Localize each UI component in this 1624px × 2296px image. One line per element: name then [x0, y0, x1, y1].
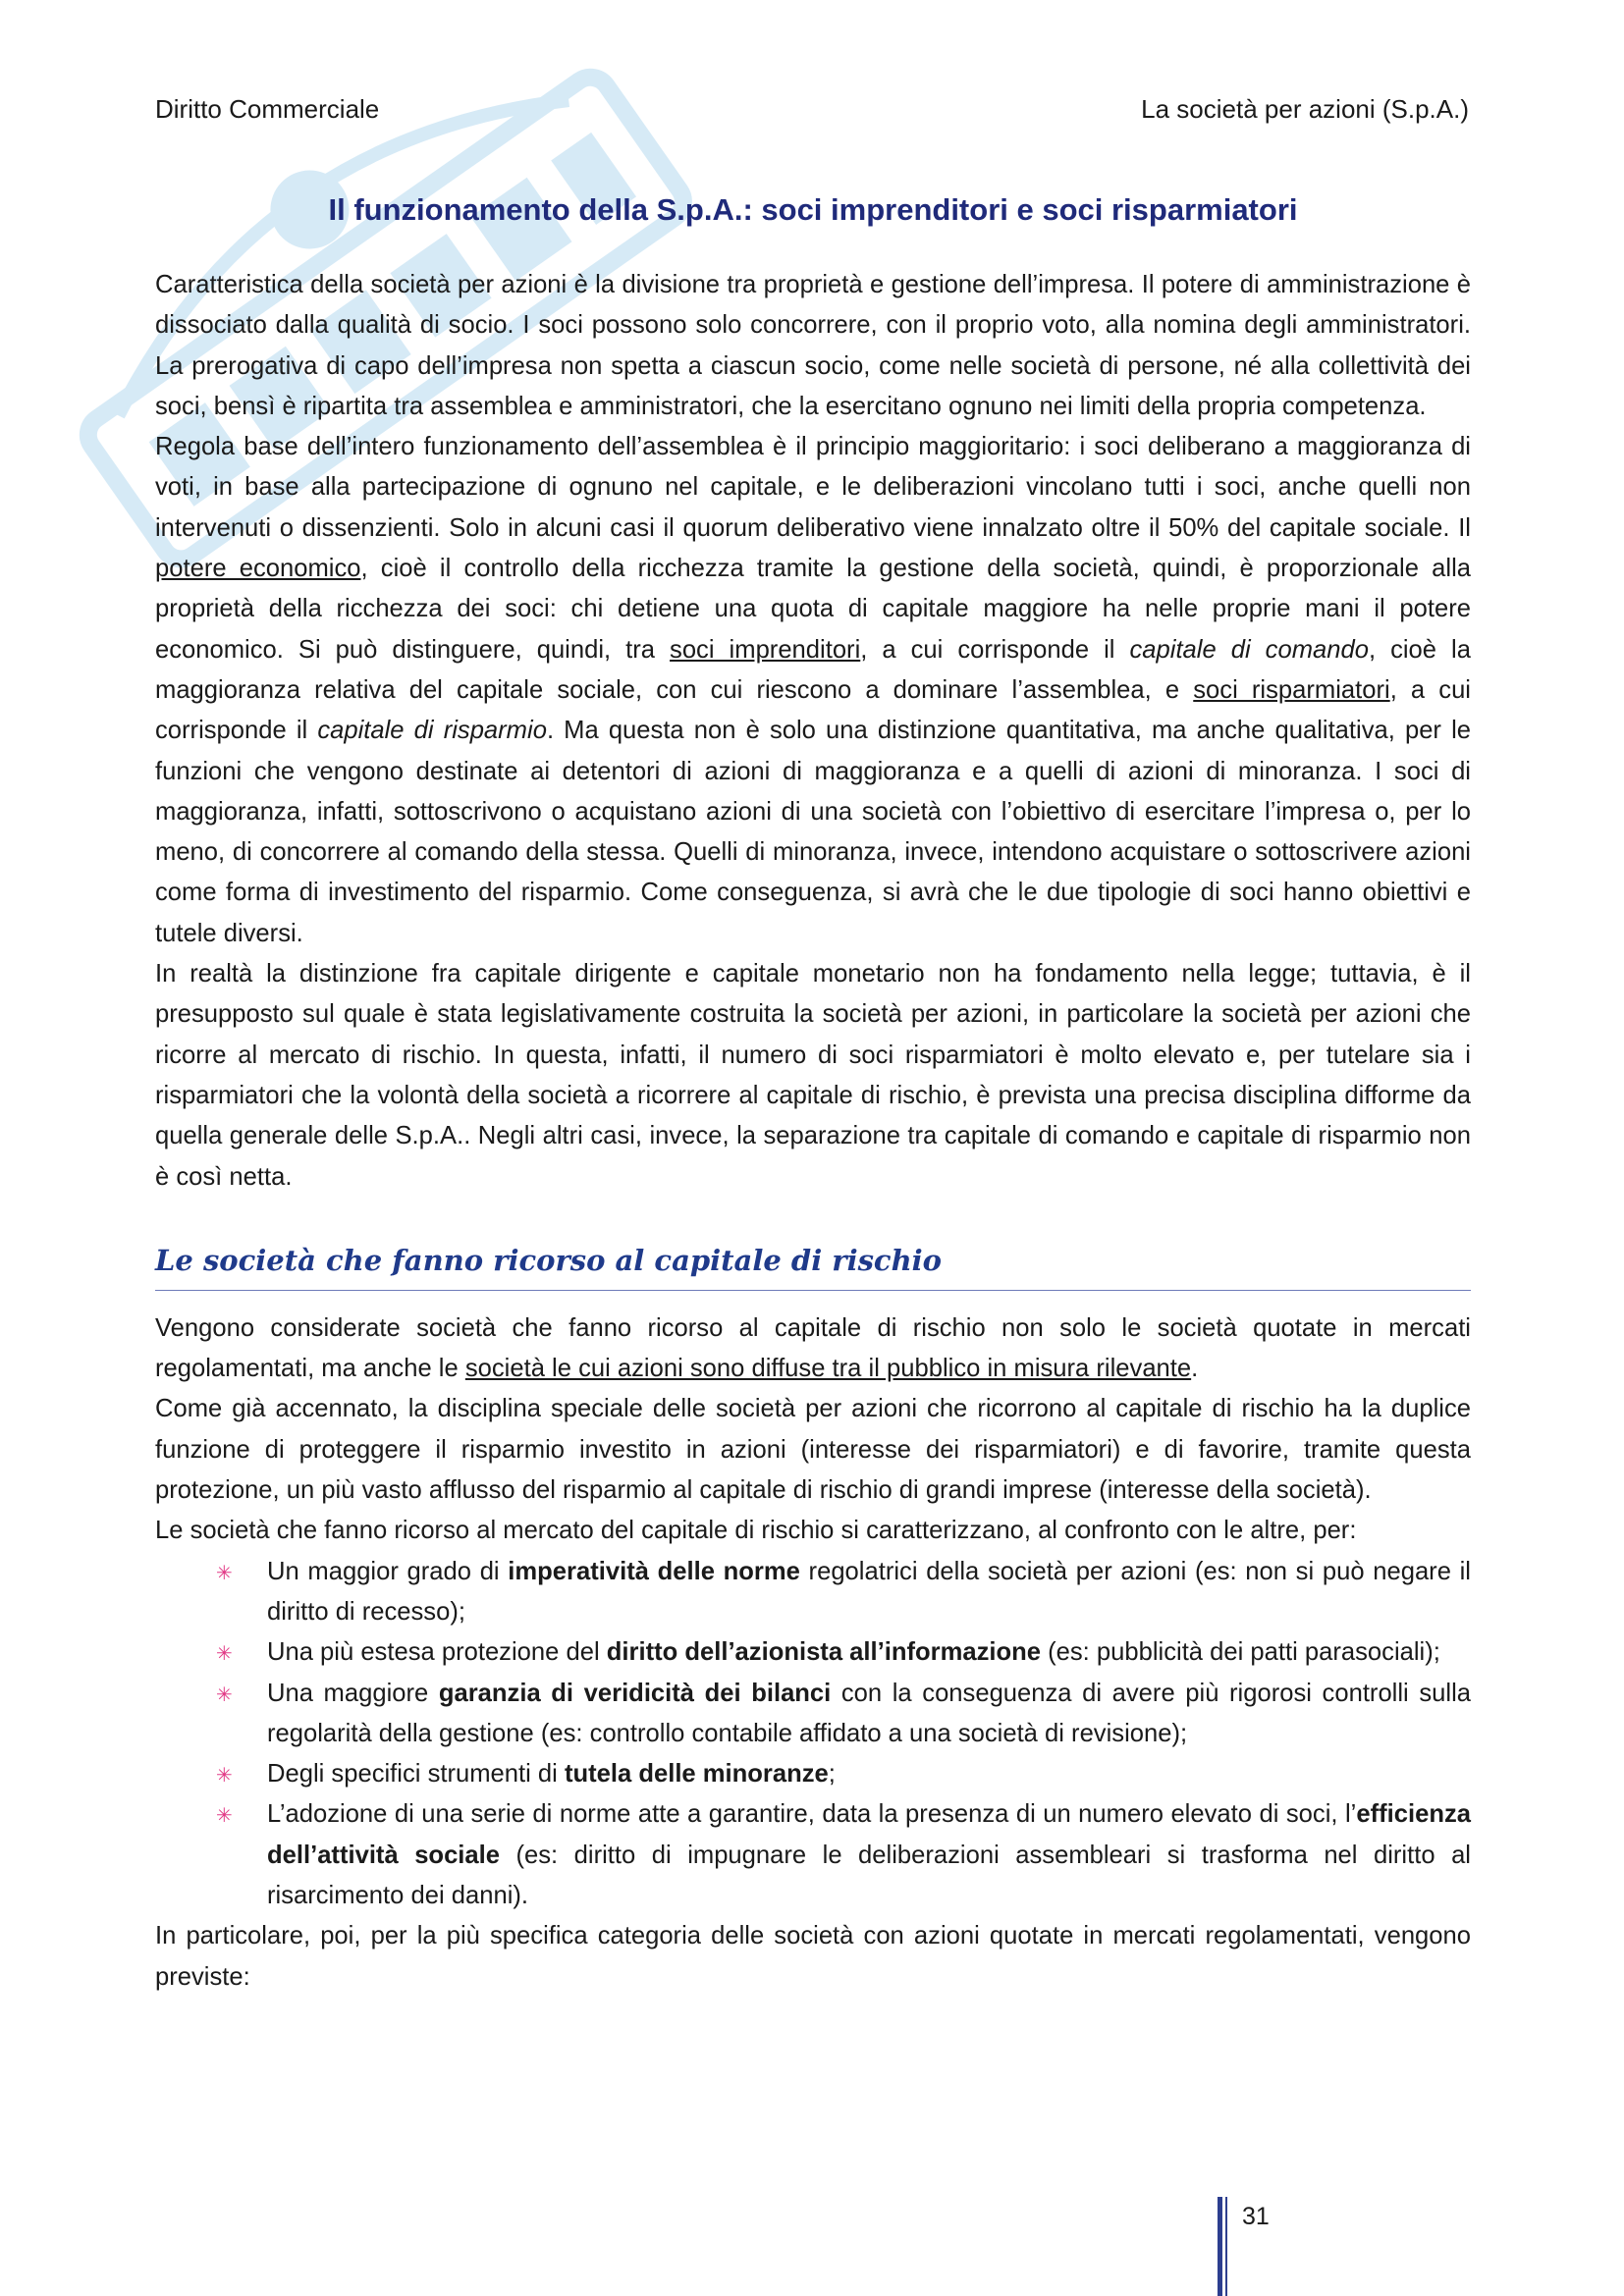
list-item	[216, 1754, 1471, 1794]
asterisk-bullet-icon: ✳	[216, 1683, 233, 1706]
italic-term: capitale di risparmio	[317, 717, 547, 745]
paragraph-2-text: . Ma questa non è solo una distinzione quantitativa, ma anche qualitativa, per le funzioni che vengono destinate ai detentori di azioni di maggioranza e a quelli di azioni di minoranza. I soci di maggioranza, infatti, sottoscrivono o acquistano azioni di una società con l’obiettivo di esercitare l’impresa o, per lo meno, di concorrere al comando della stessa. Quelli di minoranza, invece, intendono acquistare o sottoscrivere azioni come forma di investimento del risparmio. Come conseguenza, si avrà che le due tipologie di soci hanno obiettivi e tutele diversi.	[155, 717, 1471, 947]
list-item-bold: imperatività delle norme	[508, 1557, 800, 1585]
list-item-bold: efficienza dell’attività sociale	[267, 1800, 1471, 1869]
list-item-text: (es: pubblicità dei patti parasociali);	[1041, 1638, 1440, 1667]
section-paragraph-1-text: .	[1191, 1355, 1199, 1383]
paragraph-3: In realtà la distinzione fra capitale dirigente e capitale monetario non ha fondamento nella legge; tuttavia, è il presupposto sul quale è stata legislativamente costruita la società per azioni, in particolare la società per azioni che ricorre al mercato di rischio. In questa, infatti, il numero di soci risparmiatori è molto elevato e, per tutelare sia i risparmiatori che la volontà della società a ricorrere al capitale di rischio, è prevista una precisa disciplina difforme da quella generale delle S.p.A.. Negli altri casi, invece, la separazione tra capitale di comando e capitale di risparmio non è così netta.	[155, 960, 1471, 1191]
list-item-text: Una più estesa protezione del	[267, 1638, 607, 1667]
paragraph-2-text: Regola base dell’intero funzionamento dell’assemblea è il principio maggioritario: i soci deliberano a maggioranza di voti, in base alla partecipazione di ognuno nel capitale, e le deliberazioni vincolano tutti i soci, anche quelli non intervenuti o dissenzienti. Solo in alcuni casi il quorum deliberativo viene innalzato oltre il 50% del capitale sociale. Il	[155, 433, 1471, 542]
underlined-term: soci imprenditori	[670, 635, 861, 664]
list-item-bold: diritto dell’azionista all’informazione	[606, 1638, 1042, 1667]
paragraph-2	[155, 427, 1471, 954]
section-paragraph-2: Come già accennato, la disciplina speciale delle società per azioni che ricorrono al capitale di rischio ha la duplice funzione di proteggere il risparmio investito in azioni (interesse dei risparmiatori) e di favorire, tramite questa protezione, un più vasto afflusso del risparmio al capitale di rischio di grandi imprese (interesse della società).	[155, 1395, 1471, 1505]
section-paragraph-4: In particolare, poi, per la più specifica categoria delle società con azioni quotate in mercati regolamentati, vengono previste:	[155, 1922, 1471, 1991]
asterisk-bullet-icon: ✳	[216, 1562, 233, 1584]
asterisk-bullet-icon: ✳	[216, 1765, 233, 1788]
list-item-text: con la conseguenza di avere più rigorosi controlli sulla regolarità della gestione (es: controllo contabile affidato a una società di revisione);	[267, 1679, 1471, 1747]
list-item-text: Un maggior grado di	[267, 1557, 509, 1585]
list-item	[216, 1794, 1471, 1916]
paragraph-2-text: , cioè la maggioranza relativa del capitale sociale, con cui riescono a dominare l’assemblea, e	[155, 635, 1471, 704]
paragraph-2-text: , cioè il controllo della ricchezza tramite la gestione della società, quindi, è proporzionale alla proprietà della ricchezza dei soci: chi detiene una quota di capitale maggiore ha nelle proprie mani il potere economico. Si può distinguere, quindi, tra	[155, 555, 1471, 664]
underlined-term: potere economico	[155, 555, 361, 583]
section-paragraph-1	[155, 1308, 1471, 1390]
running-header	[155, 94, 1469, 125]
page-number-value: 31	[1242, 2203, 1270, 2230]
list-item-text: ;	[828, 1760, 836, 1789]
italic-term: capitale di comando	[1129, 635, 1369, 664]
page-title: Il funzionamento della S.p.A.: soci imprenditori e soci risparmiatori	[328, 192, 1298, 227]
list-item-bold: garanzia di veridicità dei bilanci	[438, 1679, 832, 1707]
page-content	[155, 188, 1471, 1998]
list-item	[216, 1552, 1471, 1633]
header-course-title: Diritto Commerciale	[155, 94, 380, 124]
list-item-text: L’adozione di una serie di norme atte a garantire, data la presenza di un numero elevato di soci, l’	[267, 1800, 1357, 1829]
paragraph-2-text: , a cui corrisponde il	[155, 675, 1471, 745]
header-chapter-title: La società per azioni (S.p.A.)	[1141, 94, 1469, 124]
paragraph-1: Caratteristica della società per azioni è la divisione tra proprietà e gestione dell’impresa. Il potere di amministrazione è dissociato dalla qualità di socio. I soci possono solo concorrere, con il proprio voto, alla nomina degli amministratori. La prerogativa di capo dell’impresa non spetta a ciascun socio, come nelle società di persone, né alla collettività dei soci, bensì è ripartita tra assemblea e amministratori, che la esercitano ognuno nei limiti della propria competenza.	[155, 271, 1471, 420]
list-item-text: (es: diritto di impugnare le deliberazioni assembleari si trasforma nel diritto al risarcimento dei danni).	[267, 1841, 1471, 1909]
section-heading: Le società che fanno ricorso al capitale di rischio	[155, 1241, 1471, 1291]
list-item-bold: tutela delle minoranze	[564, 1760, 829, 1789]
section-paragraph-1-text: Vengono considerate società che fanno ricorso al capitale di rischio non solo le società quotate in mercati regolamentati, ma anche le	[155, 1313, 1471, 1383]
underlined-term: società le cui azioni sono diffuse tra il pubblico in misura rilevante	[464, 1355, 1192, 1383]
list-item-text: Degli specifici strumenti di	[267, 1760, 565, 1789]
section-paragraph-3: Le società che fanno ricorso al mercato del capitale di rischio si caratterizzano, al confronto con le altre, per:	[155, 1517, 1357, 1545]
underlined-term: soci risparmiatori	[1193, 675, 1390, 704]
paragraph-2-text: , a cui corrisponde il	[860, 635, 1130, 664]
list-item	[216, 1632, 1471, 1673]
asterisk-bullet-icon: ✳	[216, 1805, 233, 1828]
list-item-text: regolatrici della società per azioni (es: non si può negare il diritto di recesso);	[267, 1557, 1471, 1626]
list-item	[216, 1674, 1471, 1755]
characteristics-list	[155, 1552, 1471, 1917]
page-number	[1218, 2197, 1270, 2296]
list-item-text: Una maggiore	[267, 1679, 439, 1707]
asterisk-bullet-icon: ✳	[216, 1643, 233, 1666]
